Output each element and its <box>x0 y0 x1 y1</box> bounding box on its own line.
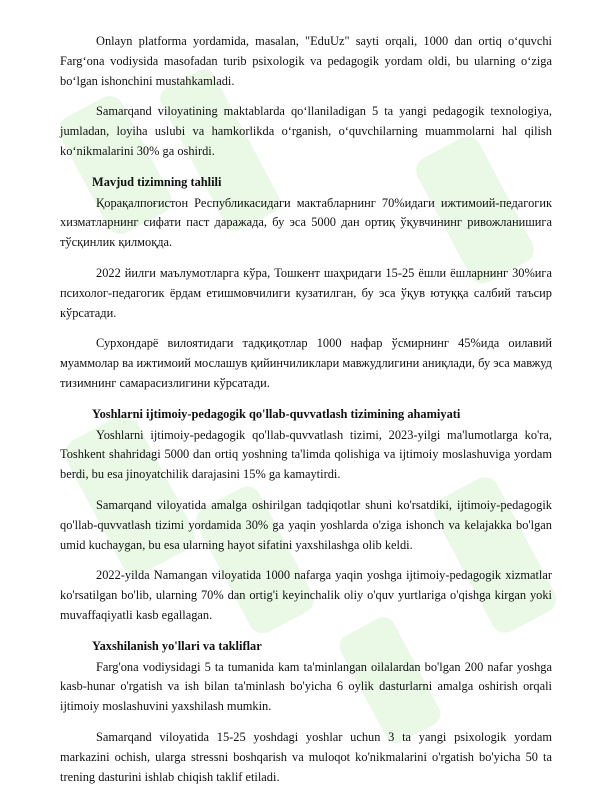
section-heading: Mavjud tizimning tahlili <box>92 174 222 189</box>
paragraph: Onlayn platforma yordamida, masalan, "EduUz" sayti orqali, 1000 dan ortiq o‘quvchi Farg‘ona vodiysida masofadan turib psixologik va pedagogik yordam oldi, bu ularning o‘ziga bo‘lgan ishonchini mustahkamladi. <box>60 34 552 88</box>
paragraph: 2022 йилги маълумотларга кўра, Тошкент шаҳридаги 15-25 ёшли ёшларнинг 30%ига психолог-педагогик ёрдам етишмовчилиги кузатилган, бу эса ўқув ютуққа салбий таъсир кўрсатади. <box>60 265 552 320</box>
paragraph: 2022-yilda Namangan viloyatida 1000 nafarga yaqin yoshga ijtimoiy-pedagogik xizmatlar ko'rsatilgan bo'lib, ularning 70% dan ortig'i keyinchalik oliy o'quv yurtlariga o'qishga kirgan yoki muvaffaqiyatli kasb egallagan. <box>60 568 552 622</box>
document-body <box>60 32 552 798</box>
paragraph: Farg'ona vodiysidagi 5 ta tumanida kam ta'minlangan oilalardan bo'lgan 200 nafar yoshga kasb-hunar o'rgatish va ish bilan ta'minlash bo'yicha 6 oylik dasturlarni amalga oshirish orqali ijtimoiy moslashuvini yaxshilash mumkin. <box>60 659 552 714</box>
paragraph: Сурхондарё вилоятидаги тадқиқотлар 1000 нафар ўсмирнинг 45%ида оилавий муаммолар ва ижтимоий мослашув қийинчиликлари мавжудлигини аниқлади, бу эса мавжуд тизимнинг самарасизлигини кўрсатади. <box>60 336 552 390</box>
paragraph: Samarqand viloyatida 15-25 yoshdagi yoshlar uchun 3 ta yangi psixologik yordam markazini ochish, ularga stressni boshqarish va muloqot ko'nikmalarini o'rgatish bo'yicha 50 ta trening dasturini ishlab chiqish taklif etiladi. <box>60 729 552 784</box>
paragraph: Қорақалпоғистон Республикасидаги мактабларнинг 70%идаги ижтимоий-педагогик хизматларнинг сифати паст даражада, бу эса 5000 дан ортиқ ўқувчининг ривожланишига тўсқинлик қилмоқда. <box>60 195 552 250</box>
paragraph: Samarqand viloyatida amalga oshirilgan tadqiqotlar shuni ko'rsatdiki, ijtimoiy-pedagogik qo'llab-quvvatlash tizimi yordamida 30% ga yaqin yoshlarda o'ziga ishonch va kelajakka bo'lgan umid kuchaygan, bu esa ularning hayot sifatini yaxshilashga olib keldi. <box>60 497 552 552</box>
paragraph: Samarqand viloyatining maktablarda qo‘llaniladigan 5 ta yangi pedagogik texnologiya, jumladan, loyiha uslubi va hamkorlikda o‘rganish, o‘quvchilarning muammolarni hal qilish ko‘nikmalarini 30% ga oshirdi. <box>60 104 552 158</box>
paragraph: Yoshlarni ijtimoiy-pedagogik qo'llab-quvvatlash tizimi, 2023-yilgi ma'lumotlarga ko'ra, Toshkent shahridagi 5000 dan ortiq yoshning ta'limda qolishiga va ijtimoiy moslashuviga yordam berdi, bu esa jinoyatchilik darajasini 15% ga kamaytirdi. <box>60 427 552 482</box>
section-heading: Yaxshilanish yo'llari va takliflar <box>92 638 262 653</box>
section-heading: Yoshlarni ijtimoiy-pedagogik qo'llab-quvvatlash tizimining ahamiyati <box>92 406 461 421</box>
